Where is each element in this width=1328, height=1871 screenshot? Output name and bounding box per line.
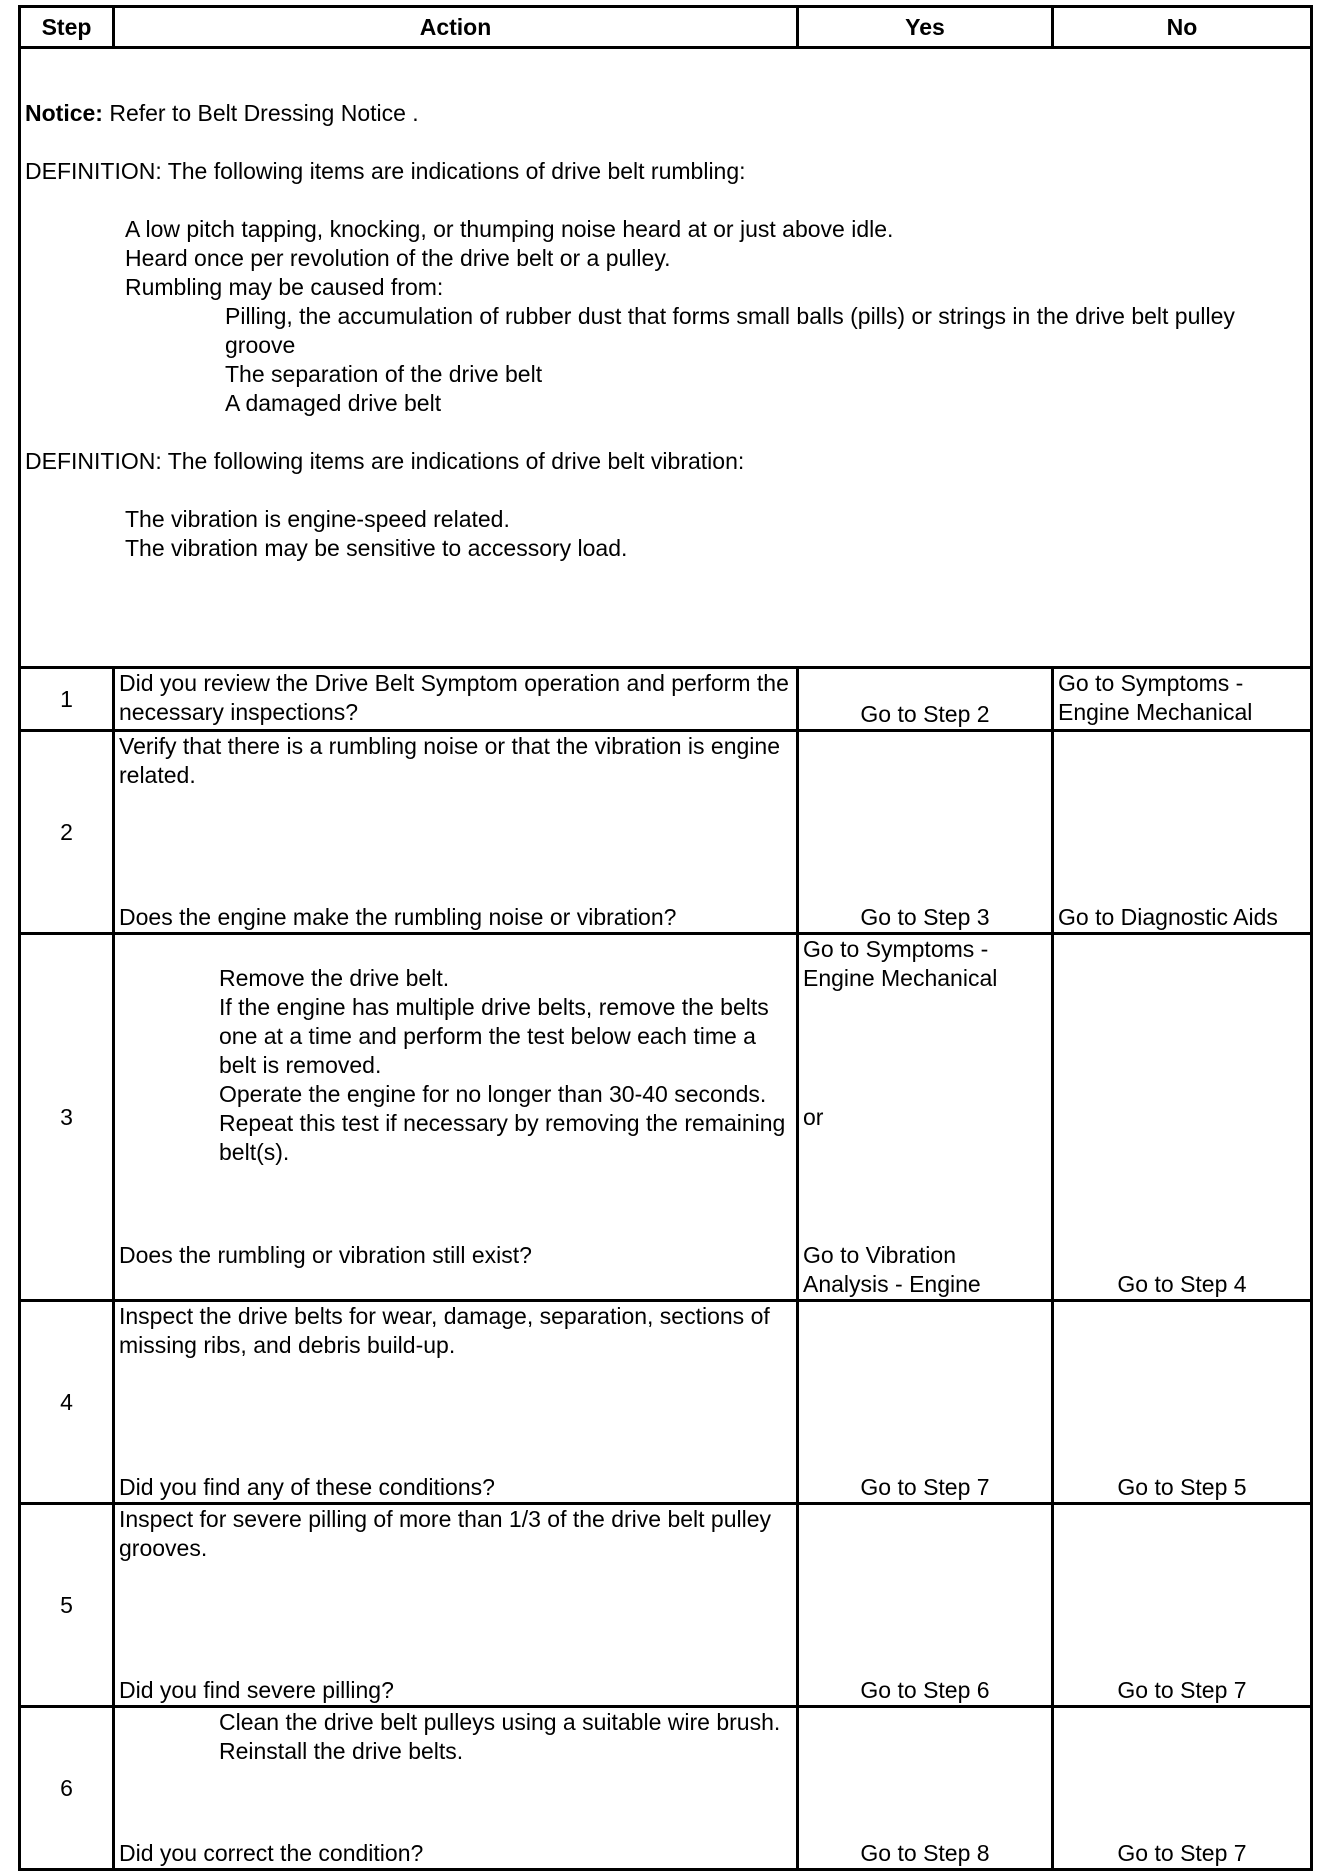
step-row-3 [20, 934, 1312, 1301]
step-yes: Go to Step 2 [798, 668, 1053, 731]
step-question: Did you find severe pilling? [119, 1677, 394, 1703]
header-action: Action [114, 7, 798, 48]
step-number: 3 [20, 934, 114, 1301]
step-row-1 [20, 668, 1312, 731]
notice [25, 99, 1306, 128]
definition-vibration: DEFINITION: The following items are indications of drive belt vibration: [25, 448, 745, 474]
rumble-item: A low pitch tapping, knocking, or thumping noise heard at or just above idle. [125, 216, 894, 242]
step-yes-cell [798, 934, 1053, 1301]
step-action: Inspect the drive belts for wear, damage, separation, sections of missing ribs, and debris build-up. [119, 1303, 770, 1358]
step-yes: Go to Step 8 [798, 1707, 1053, 1870]
definition-rumbling: DEFINITION: The following items are indications of drive belt rumbling: [25, 158, 746, 184]
step-item: Remove the drive belt. [219, 965, 450, 991]
step-item: Reinstall the drive belts. [219, 1738, 464, 1764]
step-item: Clean the drive belt pulleys using a suitable wire brush. [219, 1709, 781, 1735]
step-row-5 [20, 1504, 1312, 1707]
step-action-cell [114, 1301, 798, 1504]
step-action-cell [114, 1707, 798, 1870]
step-question: Did you find any of these conditions? [119, 1474, 495, 1500]
step-number: 5 [20, 1504, 114, 1707]
step-yes-option: Go to Symptoms - Engine Mechanical [803, 936, 998, 991]
header-step: Step [20, 7, 114, 48]
step-yes: Go to Step 3 [798, 731, 1053, 934]
rumble-item: Rumbling may be caused from: [125, 274, 444, 300]
rumble-cause: The separation of the drive belt [225, 361, 543, 387]
step-yes: Go to Step 7 [798, 1301, 1053, 1504]
rumble-item: Heard once per revolution of the drive belt or a pulley. [125, 245, 671, 271]
step-yes: Go to Step 6 [798, 1504, 1053, 1707]
vibration-item: The vibration may be sensitive to accessory load. [125, 535, 628, 561]
step-no: Go to Diagnostic Aids [1053, 731, 1312, 934]
intro-cell [20, 48, 1312, 668]
step-number: 4 [20, 1301, 114, 1504]
step-no: Go to Step 5 [1053, 1301, 1312, 1504]
intro-row [20, 48, 1312, 668]
step-action-cell [114, 934, 798, 1301]
step-row-6 [20, 1707, 1312, 1870]
step-question: Does the rumbling or vibration still exist? [119, 1242, 532, 1268]
step-action: Did you review the Drive Belt Symptom operation and perform the necessary inspections? [114, 668, 798, 731]
header-row [20, 7, 1312, 48]
rumble-cause: Pilling, the accumulation of rubber dust that forms small balls (pills) or strings in the drive belt pulley groove [225, 303, 1235, 358]
step-no: Go to Step 7 [1053, 1707, 1312, 1870]
step-action-cell [114, 731, 798, 934]
step-action: Inspect for severe pilling of more than 1/3 of the drive belt pulley grooves. [119, 1506, 772, 1561]
header-no: No [1053, 7, 1312, 48]
step-number: 6 [20, 1707, 114, 1870]
step-question: Did you correct the condition? [119, 1840, 424, 1866]
diagnostic-table [18, 5, 1313, 1871]
rumble-cause: A damaged drive belt [225, 390, 442, 416]
step-row-4 [20, 1301, 1312, 1504]
step-no: Go to Symptoms - Engine Mechanical [1053, 668, 1312, 731]
step-row-2 [20, 731, 1312, 934]
step-question: Does the engine make the rumbling noise or vibration? [119, 904, 677, 930]
header-yes: Yes [798, 7, 1053, 48]
step-item: If the engine has multiple drive belts, remove the belts one at a time and perform the test below each time a belt is removed. [219, 994, 769, 1078]
step-no: Go to Step 7 [1053, 1504, 1312, 1707]
step-yes-option: Go to Vibration Analysis - Engine [803, 1242, 981, 1297]
step-number: 1 [20, 668, 114, 731]
step-action-cell [114, 1504, 798, 1707]
notice-label: Notice: [25, 100, 103, 126]
notice-text: Refer to Belt Dressing Notice . [102, 100, 419, 126]
step-number: 2 [20, 731, 114, 934]
step-item: Operate the engine for no longer than 30-40 seconds. [219, 1081, 767, 1107]
vibration-item: The vibration is engine-speed related. [125, 506, 510, 532]
step-no: Go to Step 4 [1053, 934, 1312, 1301]
step-yes-or: or [803, 1103, 824, 1130]
step-action: Verify that there is a rumbling noise or that the vibration is engine related. [119, 733, 780, 788]
step-item: Repeat this test if necessary by removing the remaining belt(s). [219, 1110, 786, 1165]
